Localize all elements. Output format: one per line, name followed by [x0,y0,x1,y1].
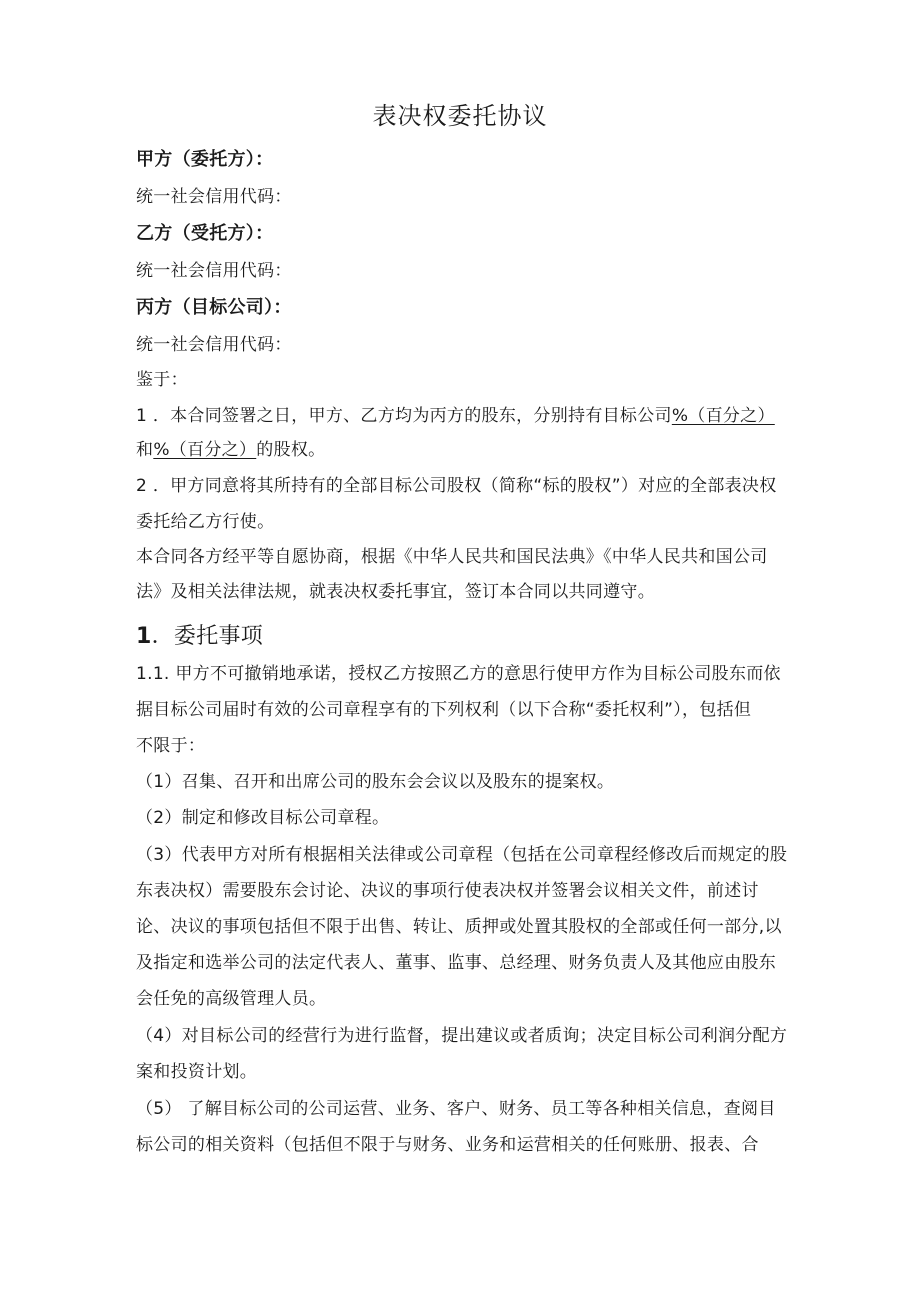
right-item-2: （2）制定和修改目标公司章程。 [136,808,390,828]
right-item-5-line-2: 标公司的相关资料（包括但不限于与财务、业务和运营相关的任何账册、报表、合 [136,1135,759,1155]
clause-1-1-line-2: 据目标公司届时有效的公司章程享有的下列权利（以下合称“委托权利”），包括但 [136,700,752,720]
right-item-3-line-2: 东表决权）需要股东会讨论、决议的事项行使表决权并签署会议相关文件，前述讨 [136,881,759,901]
right-item-3-line-3: 论、决议的事项包括但不限于出售、转让、质押或处置其股权的全部或任何一部分,以 [136,917,782,937]
right-item-4-line-2: 案和投资计划。 [136,1062,258,1082]
section-1-heading [136,622,263,652]
right-item-3-line-1: （3）代表甲方对所有根据相关法律或公司章程（包括在公司章程经修改后而规定的股 [136,845,788,865]
recital-line-2: 法》及相关法律法规，就表决权委托事宜，签订本合同以共同遵守。 [136,582,655,602]
party-b-label: 乙方（受托方）： [136,223,274,244]
whereas-item-1-line-2 [136,438,325,462]
whereas-item-1-suffix: 的股权。 [256,440,326,460]
whereas-item-2-line-2: 委托给乙方行使。 [136,512,275,532]
clause-1-1-line-1: 1.1. 甲方不可撤销地承诺，授权乙方按照乙方的意思行使甲方作为目标公司股东而依 [136,664,781,684]
clause-1-1-line-3: 不限于： [136,736,206,756]
party-a-label: 甲方（委托方）： [136,149,274,170]
right-item-5-line-1: （5） 了解目标公司的公司运营、业务、客户、财务、员工等各种相关信息，查阅目 [136,1099,776,1119]
whereas-label: 鉴于： [136,370,188,390]
whereas-item-1-line-1 [136,404,775,428]
section-1-number: 1 [136,624,152,649]
right-item-3-line-4: 及指定和选举公司的法定代表人、董事、监事、总经理、财务负责人及其他应由股东 [136,953,777,973]
right-item-1: （1）召集、召开和出席公司的股东会会议以及股东的提案权。 [136,772,615,792]
whereas-item-1-prefix: 和 [136,440,154,460]
percentage-blank-2: %（百分之） [153,440,257,460]
recital-line-1: 本合同各方经平等自愿协商，根据《中华人民共和国民法典》《中华人民共和国公司 [136,547,768,567]
party-a-credit-code: 统一社会信用代码： [136,187,292,207]
percentage-blank-1: %（百分之） [671,406,775,426]
right-item-4-line-1: （4）对目标公司的经营行为进行监督，提出建议或者质询；决定目标公司利润分配方 [136,1026,788,1046]
party-b-credit-code: 统一社会信用代码： [136,261,292,281]
party-c-credit-code: 统一社会信用代码： [136,335,292,355]
whereas-item-1-text: 1 ．本合同签署之日，甲方、乙方均为丙方的股东，分别持有目标公司 [136,406,672,426]
right-item-3-line-5: 会任免的高级管理人员。 [136,989,327,1009]
document-title: 表决权委托协议 [372,102,548,130]
whereas-item-2-line-1: 2 ．甲方同意将其所持有的全部目标公司股权（简称“标的股权”）对应的全部表决权 [136,476,777,496]
party-c-label: 丙方（目标公司）： [136,297,292,318]
section-1-title: ．委托事项 [151,624,264,649]
